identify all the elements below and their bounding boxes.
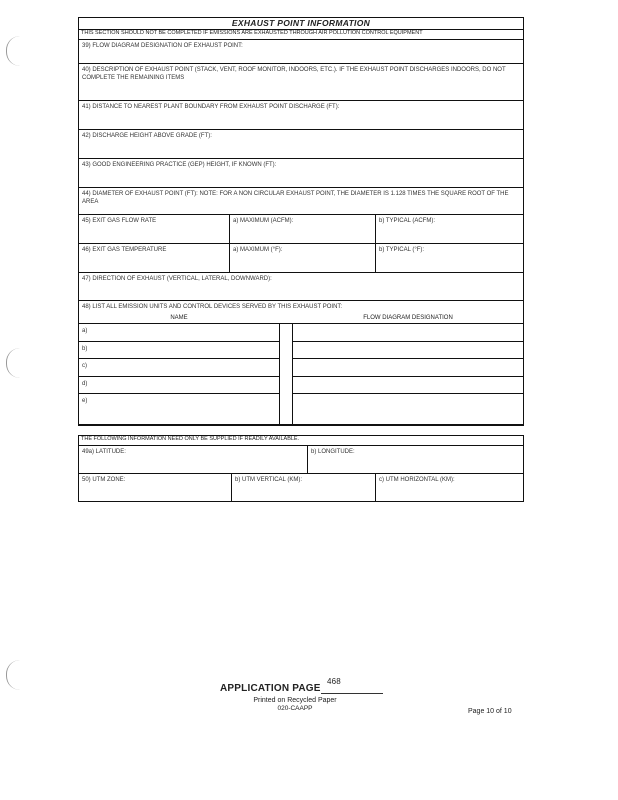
field-42-label: 42) DISCHARGE HEIGHT ABOVE GRADE (FT): bbox=[82, 133, 212, 139]
page-of: Page 10 of 10 bbox=[468, 708, 512, 715]
emission-unit-list bbox=[79, 324, 523, 425]
field-41-label: 41) DISTANCE TO NEAREST PLANT BOUNDARY FROM EXHAUST POINT DISCHARGE (FT): bbox=[82, 104, 340, 110]
flow-diagram-cell[interactable] bbox=[293, 359, 523, 377]
field-43-label: 43) GOOD ENGINEERING PRACTICE (GEP) HEIGHT, IF KNOWN (FT): bbox=[82, 162, 277, 168]
optional-section bbox=[78, 435, 524, 502]
field-40-label: 40) DESCRIPTION OF EXHAUST POINT (STACK, VENT, ROOF MONITOR, INDOORS, ETC.). IF THE EXHAUST POINT DISCHARGES INDOORS, DO NOT COMPLETE THE REMAINING ITEMS bbox=[82, 67, 506, 81]
column-divider bbox=[279, 324, 293, 424]
field-49-location bbox=[79, 446, 523, 474]
field-48-label: 48) LIST ALL EMISSION UNITS AND CONTROL DEVICES SERVED BY THIS EXHAUST POINT: bbox=[82, 304, 343, 310]
field-40-description[interactable] bbox=[79, 64, 523, 101]
list-item[interactable]: b) bbox=[79, 342, 279, 360]
punch-hole-middle bbox=[6, 348, 21, 378]
field-50c-horizontal[interactable]: c) UTM HORIZONTAL (KM): bbox=[375, 474, 523, 501]
field-44-diameter[interactable] bbox=[79, 188, 523, 215]
field-45-label: 45) EXIT GAS FLOW RATE bbox=[82, 218, 157, 224]
field-47-label: 47) DIRECTION OF EXHAUST (VERTICAL, LATERAL, DOWNWARD): bbox=[82, 276, 272, 282]
field-44-label: 44) DIAMETER OF EXHAUST POINT (FT): NOTE: FOR A NON CIRCULAR EXHAUST POINT, THE DIAMETER IS 1.128 TIMES THE SQUARE ROOT OF THE AREA bbox=[82, 191, 509, 205]
page-number: 468 bbox=[327, 677, 341, 686]
flow-diagram-header: FLOW DIAGRAM DESIGNATION bbox=[363, 315, 453, 321]
flow-diagram-cell[interactable] bbox=[293, 324, 523, 342]
section-note: THIS SECTION SHOULD NOT BE COMPLETED IF EMISSIONS ARE EXHAUSTED THROUGH AIR POLLUTION CONTROL EQUIPMENT bbox=[79, 30, 523, 40]
list-item[interactable]: c) bbox=[79, 359, 279, 377]
punch-hole-bottom bbox=[6, 660, 21, 690]
field-39-label: 39) FLOW DIAGRAM DESIGNATION OF EXHAUST POINT: bbox=[82, 43, 243, 49]
name-header: NAME bbox=[170, 315, 188, 321]
field-47-direction[interactable] bbox=[79, 273, 523, 301]
flow-diagram-cell[interactable] bbox=[293, 377, 523, 395]
list-item[interactable]: a) bbox=[79, 324, 279, 342]
field-50-zone[interactable]: 50) UTM ZONE: bbox=[82, 477, 126, 483]
field-46-label: 46) EXIT GAS TEMPERATURE bbox=[82, 247, 167, 253]
list-header bbox=[79, 314, 523, 324]
exhaust-point-form bbox=[78, 17, 524, 502]
field-39-flow-diagram[interactable] bbox=[79, 40, 523, 64]
flow-diagram-column bbox=[293, 324, 523, 424]
section-title: EXHAUST POINT INFORMATION bbox=[79, 18, 523, 30]
flow-diagram-cell[interactable] bbox=[293, 394, 523, 412]
field-49b-longitude[interactable]: b) LONGITUDE: bbox=[307, 446, 523, 473]
page-number-line bbox=[321, 693, 383, 694]
flow-diagram-cell[interactable] bbox=[293, 342, 523, 360]
field-49a-latitude[interactable]: 49a) LATITUDE: bbox=[82, 449, 126, 455]
field-45-exit-gas-flow bbox=[79, 215, 523, 244]
list-item[interactable]: d) bbox=[79, 377, 279, 395]
application-page-label: APPLICATION PAGE bbox=[220, 683, 321, 694]
punch-hole-top bbox=[6, 36, 21, 66]
field-41-distance[interactable] bbox=[79, 101, 523, 130]
field-45a-max[interactable]: a) MAXIMUM (ACFM): bbox=[229, 215, 375, 243]
field-50-utm bbox=[79, 474, 523, 501]
field-46a-max[interactable]: a) MAXIMUM (°F): bbox=[229, 244, 375, 272]
optional-note: THE FOLLOWING INFORMATION NEED ONLY BE SUPPLIED IF READILY AVAILABLE. bbox=[79, 436, 523, 446]
field-42-height[interactable] bbox=[79, 130, 523, 159]
name-column bbox=[79, 324, 279, 424]
field-46-exit-gas-temp bbox=[79, 244, 523, 273]
field-43-gep-height[interactable] bbox=[79, 159, 523, 188]
field-50b-vertical[interactable]: b) UTM VERTICAL (KM): bbox=[231, 474, 375, 501]
list-item[interactable]: e) bbox=[82, 398, 88, 404]
field-46b-typical[interactable]: b) TYPICAL (°F): bbox=[375, 244, 523, 272]
field-45b-typical[interactable]: b) TYPICAL (ACFM): bbox=[375, 215, 523, 243]
application-page-footer bbox=[205, 677, 385, 712]
exhaust-point-section bbox=[78, 17, 524, 426]
form-code: 020-CAAPP bbox=[277, 705, 313, 712]
recycled-paper-note: Printed on Recycled Paper bbox=[253, 697, 337, 704]
